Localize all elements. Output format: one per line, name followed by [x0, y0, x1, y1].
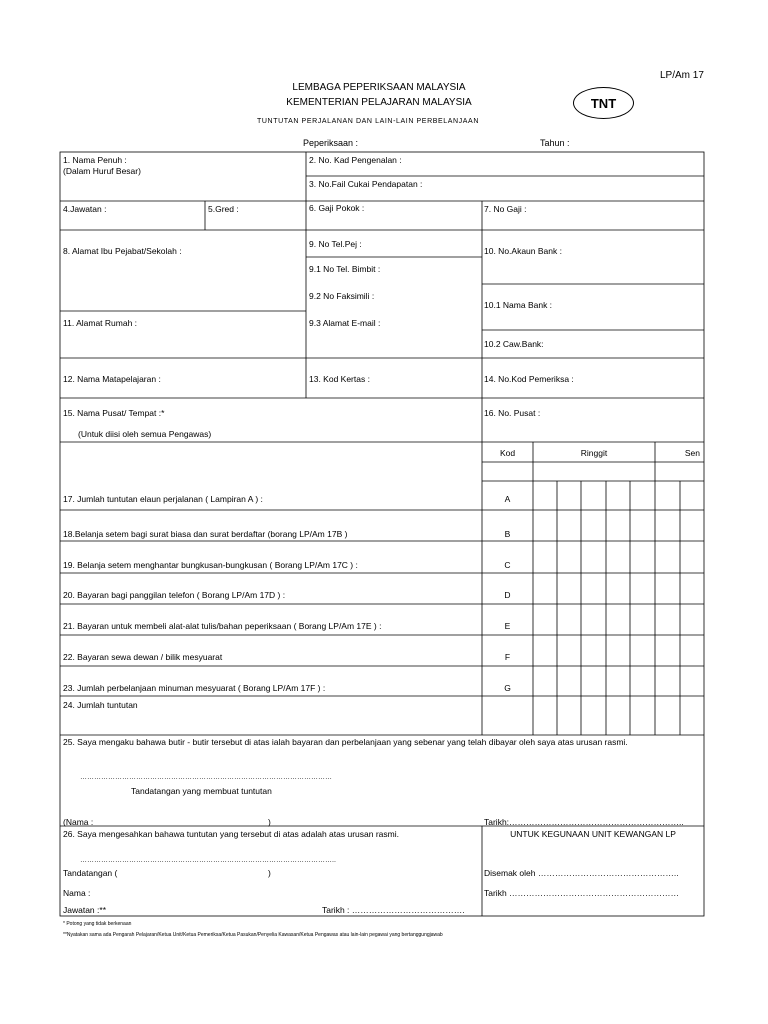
checked-by-label: Disemak oleh ………………………………………….. [484, 868, 679, 878]
certification-name-label: Nama : [63, 888, 91, 898]
position-label: 4.Jawatan : [63, 204, 107, 214]
basic-salary-label: 6. Gaji Pokok : [309, 203, 365, 213]
claim-row-code: G [504, 683, 511, 693]
bank-name-label: 10.1 Nama Bank : [484, 300, 553, 310]
examiner-code-label: 14. No.Kod Pemeriksa : [484, 374, 574, 384]
claim-row-code: C [504, 560, 511, 570]
home-address-label: 11. Alamat Rumah : [63, 318, 138, 328]
claim-row-label: 22. Bayaran sewa dewan / bilik mesyuarat [63, 652, 223, 662]
centre-number-label: 16. No. Pusat : [484, 408, 541, 418]
full-name-label: 1. Nama Penuh : [63, 155, 127, 165]
claim-row-label: 19. Belanja setem menghantar bungkusan-bungkusan ( Borang LP/Am 17C ) : [63, 560, 358, 570]
claim-row-label: 18.Belanja setem bagi surat biasa dan surat berdaftar (borang LP/Am 17B ) [63, 529, 348, 539]
certification-text: 26. Saya mengesahkan bahawa tuntutan yang tersebut di atas adalah atas urusan rasmi. [63, 829, 399, 839]
certification-signature-close: ) [268, 868, 271, 878]
code-column-header: Kod [499, 448, 516, 458]
exam-label: Peperiksaan : [303, 138, 359, 148]
declaration-name-label: (Nama : [63, 817, 94, 827]
declaration-signature-label: Tandatangan yang membuat tuntutan [131, 786, 272, 796]
declaration-text: 25. Saya mengaku bahawa butir - butir tersebut di atas ialah bayaran dan perbelanjaan yang sebenar yang telah dibayar oleh saya atas urusan rasmi. [63, 737, 628, 747]
ringgit-column-header: Ringgit [580, 448, 608, 458]
claim-row-label: 17. Jumlah tuntutan elaun perjalanan ( Lampiran A ) : [63, 494, 263, 504]
form-subtitle: TUNTUTAN PERJALANAN DAN LAIN-LAIN PERBELANJAAN [257, 118, 479, 125]
certification-date-label: Tarikh : …………………………………. [322, 905, 465, 915]
ministry-name: KEMENTERIAN PELAJARAN MALAYSIA [286, 97, 472, 108]
claim-row-code: F [504, 652, 511, 662]
total-claim-label: 24. Jumlah tuntutan [63, 700, 138, 710]
tnt-badge: TNT [573, 87, 634, 119]
centre-name-hint: (Untuk diisi oleh semua Pengawas) [78, 429, 212, 439]
certification-signature-line: ……………………………………………………………………………………………….. [80, 857, 336, 864]
claim-row-label: 21. Bayaran untuk membeli alat-alat tulis/bahan peperiksaan ( Borang LP/Am 17E ) : [63, 621, 382, 631]
declaration-name-close: ) [268, 817, 271, 827]
year-label: Tahun : [540, 138, 570, 148]
certification-signature-label: Tandatangan ( [63, 868, 118, 878]
tax-file-label: 3. No.Fail Cukai Pendapatan : [309, 179, 423, 189]
ic-number-label: 2. No. Kad Pengenalan : [309, 155, 402, 165]
certification-position-label: Jawatan :** [63, 905, 106, 915]
centre-name-label: 15. Nama Pusat/ Tempat :* [63, 408, 165, 418]
office-address-label: 8. Alamat Ibu Pejabat/Sekolah : [63, 246, 182, 256]
declaration-date-label: Tarikh:…………………………………………………….. [484, 817, 684, 827]
claim-row-code: B [504, 529, 511, 539]
full-name-hint: (Dalam Huruf Besar) [63, 166, 141, 176]
footnote-officer: **Nyatakan sama ada Pengarah Pelajaran/Ketua Unit/Ketua Pemeriksa/Ketua Pasukan/Penyelia Kawasan/Ketua Pengawas atau lain-lain pegawai yang bertanggungjawab [63, 932, 443, 938]
mobile-phone-label: 9.1 No Tel. Bimbit : [309, 264, 381, 274]
sen-column-header: Sen [684, 448, 700, 458]
subject-label: 12. Nama Matapelajaran : [63, 374, 161, 384]
office-phone-label: 9. No Tel.Pej : [309, 239, 362, 249]
declaration-signature-line: ……………………………………………………………………………………………… [80, 774, 332, 781]
finance-unit-title: UNTUK KEGUNAAN UNIT KEWANGAN LP [510, 829, 676, 839]
email-label: 9.3 Alamat E-mail : [309, 318, 381, 328]
salary-number-label: 7. No Gaji : [484, 204, 527, 214]
claim-row-label: 20. Bayaran bagi panggilan telefon ( Borang LP/Am 17D ) : [63, 590, 286, 600]
claim-row-code: D [504, 590, 511, 600]
claim-row-label: 23. Jumlah perbelanjaan minuman mesyuarat ( Borang LP/Am 17F ) : [63, 683, 326, 693]
fax-label: 9.2 No Faksimili : [309, 291, 375, 301]
bank-account-label: 10. No.Akaun Bank : [484, 246, 562, 256]
bank-branch-label: 10.2 Caw.Bank: [484, 339, 544, 349]
footnote-strike-out: * Potong yang tidak berkenaan [63, 921, 132, 927]
grade-label: 5.Gred : [208, 204, 239, 214]
claim-row-code: A [504, 494, 511, 504]
claim-row-code: E [504, 621, 511, 631]
finance-date-label: Tarikh …………………………………………………… [484, 888, 680, 898]
form-code: LP/Am 17 [660, 70, 704, 81]
organization-name: LEMBAGA PEPERIKSAAN MALAYSIA [292, 82, 466, 93]
paper-code-label: 13. Kod Kertas : [309, 374, 370, 384]
